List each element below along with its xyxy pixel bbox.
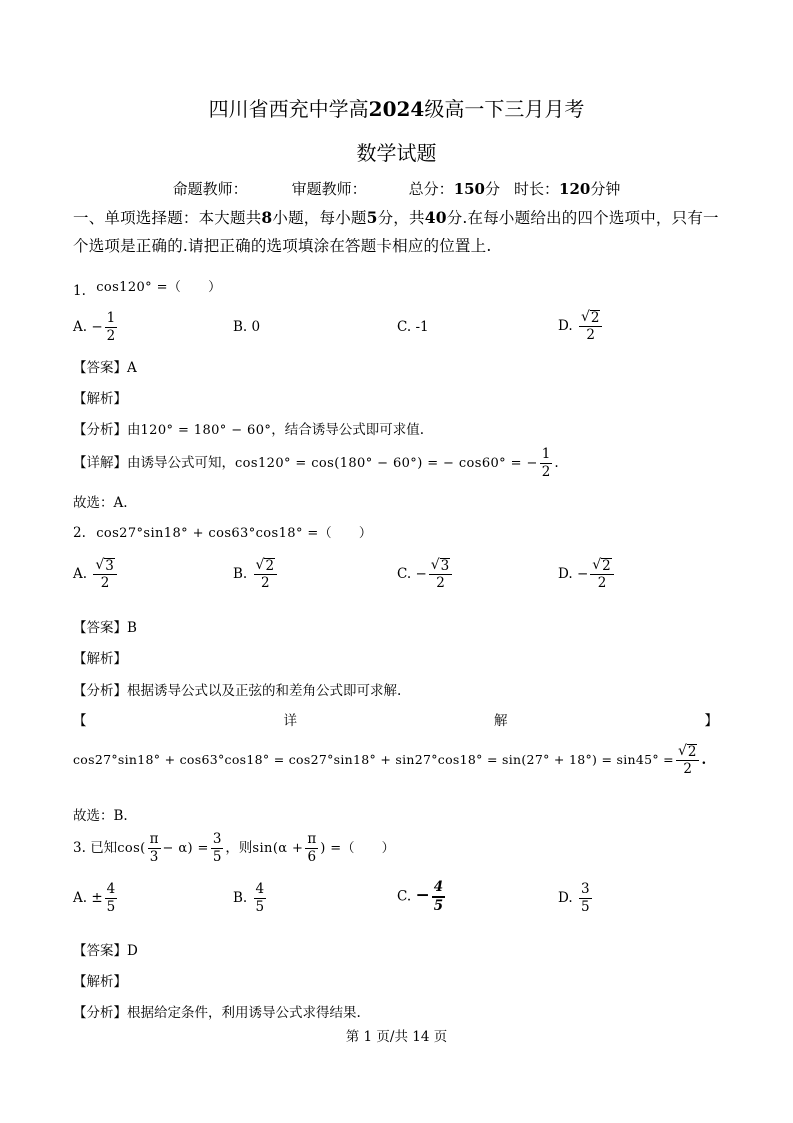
detail-math: cos120° = cos(180° − 60°) = − cos60° = −: [235, 456, 538, 471]
denominator: 5: [106, 899, 116, 915]
denominator: 2: [597, 575, 607, 591]
denominator: 5: [433, 898, 444, 914]
section-num-3: 40: [424, 208, 447, 227]
option-label: B.: [233, 566, 248, 582]
numerator: 1: [106, 310, 116, 326]
fenxi-tag: 【分析】: [73, 1005, 127, 1021]
fenxi-text: 根据诱导公式以及正弦的和差角公式即可求解.: [127, 683, 402, 699]
detail-tag: 【详解】: [73, 455, 127, 471]
denominator: 2: [586, 327, 595, 343]
detail-math: cos27°sin18° + cos63°cos18° = cos27°sin18° + sin27°cos18° = sin(27° + 18°) = sin45° =: [73, 752, 674, 767]
numerator: 3: [580, 881, 590, 897]
numerator: 4: [106, 881, 116, 897]
q3-analysis-tag: 【解析】: [73, 974, 127, 990]
q1-option-b: [233, 319, 260, 335]
numerator: π: [307, 831, 317, 847]
question-text: cos120° =（ ）: [96, 280, 222, 295]
minus-sign: −: [91, 319, 103, 335]
q1-answer: [73, 356, 137, 376]
bracket-right: 】: [704, 713, 718, 729]
minus-sign: −: [415, 566, 427, 582]
section-text-1: 一、单项选择题：本大题共: [73, 209, 262, 227]
title-year: 2024: [368, 97, 425, 121]
option-label: C.: [397, 319, 412, 335]
title-text-b: 级高一下三月月考: [424, 97, 585, 121]
total-score: 150: [453, 180, 485, 198]
fraction: [211, 831, 224, 866]
fenxi-text-b: ，结合诱导公式即可求值.: [271, 422, 425, 438]
radicand: 3: [440, 558, 450, 574]
q2-option-b: [233, 557, 279, 592]
q3-option-d: [558, 881, 594, 916]
section-text-2: 小题，每小题: [272, 209, 367, 227]
denominator: 6: [307, 849, 317, 865]
answer-tag: 【答案】: [73, 360, 127, 376]
total-unit: 分: [485, 180, 501, 198]
option-label: D.: [558, 318, 573, 334]
q3-answer: [73, 939, 138, 959]
denominator: 5: [255, 899, 265, 915]
option-label: B.: [233, 319, 248, 335]
fraction: [579, 881, 592, 916]
q2-option-a: [73, 557, 119, 592]
fraction: [105, 881, 118, 916]
q1-analysis-tag: 【解析】: [73, 391, 127, 407]
fraction: [93, 557, 117, 592]
numerator: 3: [212, 831, 222, 847]
q2-detail-formula: [73, 743, 706, 778]
q1-choose: 故选：A.: [73, 495, 128, 511]
stem-sin: sin(α +: [252, 841, 304, 856]
fenxi-text: 根据给定条件，利用诱导公式求得结果.: [127, 1005, 361, 1021]
numerator: [429, 557, 453, 575]
radicand: 2: [602, 558, 611, 574]
denominator: 2: [260, 575, 270, 591]
page-title: [0, 93, 793, 122]
detail-char-2: 解: [494, 713, 508, 729]
q3-option-c: [397, 879, 447, 915]
sqrt-icon: √ 2: [580, 309, 600, 326]
fenxi-math: 120° = 180° − 60°: [140, 423, 272, 438]
section-num-2: 5: [366, 208, 378, 227]
fenxi-tag: 【分析】: [73, 683, 127, 699]
fraction: [676, 743, 700, 778]
stem-text-b: ，则: [225, 840, 253, 856]
q3-option-b: [233, 881, 268, 916]
q1-option-d: [558, 309, 604, 344]
stem-end: ) =（ ）: [320, 841, 396, 856]
q2-answer: [73, 616, 137, 636]
fraction: [432, 879, 445, 915]
option-label: A.: [73, 890, 88, 906]
section-text-4: 分.在每小题给出的四个选项中，只有一个选项是正确的.请把正确的选项填涂在答题卡相应的位置上.: [73, 209, 719, 255]
period: .: [701, 752, 707, 768]
sqrt-icon: √ 2: [677, 743, 697, 760]
detail-text: 由诱导公式可知，: [127, 455, 235, 471]
page-subtitle: 数学试题: [356, 141, 437, 165]
denominator: 2: [541, 464, 551, 480]
sqrt-icon: √ 3: [95, 557, 114, 574]
numerator: [579, 309, 603, 327]
answer-tag: 【答案】: [73, 943, 127, 959]
question-number: 3.: [73, 840, 86, 856]
section-text-3: 分，共: [377, 209, 425, 227]
fraction: [105, 310, 118, 345]
fraction: [254, 881, 267, 916]
numerator: π: [149, 831, 159, 847]
fenxi-text-a: 由: [127, 422, 141, 438]
time-value: 120: [559, 180, 591, 198]
numerator: [93, 557, 117, 575]
question-2-stem: [73, 522, 372, 541]
denominator: 2: [683, 761, 693, 777]
denominator: 2: [106, 328, 116, 344]
answer-value: A: [127, 360, 137, 376]
numerator: [254, 557, 278, 575]
exam-meta: [0, 178, 793, 199]
question-3-stem: [73, 831, 395, 866]
answer-value: D: [127, 943, 138, 959]
option-label: A.: [73, 566, 88, 582]
stem-cos: cos(: [117, 841, 146, 856]
q2-option-d: [558, 557, 616, 592]
radicand: 2: [590, 310, 600, 326]
fraction: [590, 557, 614, 592]
minus-sign: −: [415, 885, 430, 906]
option-label: B.: [233, 890, 248, 906]
detail-char-1: 详: [283, 713, 297, 729]
question-number: 1.: [73, 283, 86, 299]
denominator: 5: [580, 899, 590, 915]
numerator: 1: [541, 446, 551, 462]
sqrt-icon: √ 3: [430, 557, 450, 574]
question-text: cos27°sin18° + cos63°cos18° =（ ）: [96, 526, 373, 541]
reviewer-label: 审题教师：: [291, 180, 367, 198]
q1-option-c: [397, 319, 429, 335]
fraction: [429, 557, 453, 592]
q2-fenxi: [73, 679, 401, 699]
denominator: 2: [100, 575, 110, 591]
option-label: C.: [397, 566, 412, 582]
option-label: D.: [558, 890, 573, 906]
fraction: [579, 309, 603, 344]
answer-tag: 【答案】: [73, 620, 127, 636]
question-1-stem: [73, 280, 222, 299]
numerator: [676, 743, 700, 761]
option-label: A.: [73, 319, 88, 335]
time-label: 时长：: [514, 180, 560, 198]
q1-detail: [73, 446, 559, 481]
question-number: 2.: [73, 525, 86, 541]
minus-sign: −: [576, 566, 589, 582]
fraction: [254, 557, 278, 592]
denominator: 2: [436, 575, 445, 591]
fraction: [148, 831, 161, 866]
q2-detail-heading: [73, 709, 718, 729]
denominator: 3: [149, 849, 159, 865]
q2-option-c: [397, 557, 454, 592]
period: .: [554, 455, 559, 471]
q3-option-a: [73, 881, 119, 916]
sqrt-icon: √ 2: [255, 557, 275, 574]
stem-mid: − α) =: [162, 841, 209, 856]
q1-option-a: [73, 310, 119, 345]
fraction: [540, 446, 553, 481]
numerator: [590, 557, 614, 575]
option-label: C.: [397, 888, 412, 905]
page-footer: 第 1 页/共 14 页: [345, 1029, 448, 1045]
author-label: 命题教师：: [172, 180, 248, 198]
title-text-a: 四川省西充中学高: [208, 97, 369, 121]
option-value: -1: [415, 319, 429, 335]
total-label: 总分：: [408, 180, 454, 198]
q2-choose: 故选：B.: [73, 808, 128, 824]
bracket-left: 【: [73, 713, 87, 729]
section-num-1: 8: [261, 208, 273, 227]
radicand: 2: [265, 558, 275, 574]
time-unit: 分钟: [590, 180, 621, 198]
q3-fenxi: [73, 1001, 361, 1021]
answer-value: B: [127, 620, 137, 636]
numerator: 4: [255, 881, 265, 897]
radicand: 3: [105, 558, 114, 574]
denominator: 5: [212, 849, 222, 865]
section-instructions: [73, 204, 723, 260]
option-label: D.: [558, 566, 573, 582]
stem-text-a: 已知: [90, 840, 118, 856]
plus-minus-sign: ±: [91, 890, 103, 906]
fraction: [305, 831, 318, 866]
fenxi-tag: 【分析】: [73, 422, 127, 438]
q2-analysis-tag: 【解析】: [73, 651, 127, 667]
q1-fenxi: [73, 418, 424, 438]
radicand: 2: [687, 744, 697, 760]
sqrt-icon: √ 2: [592, 557, 611, 574]
option-value: 0: [251, 319, 261, 335]
numerator: 4: [432, 879, 445, 898]
